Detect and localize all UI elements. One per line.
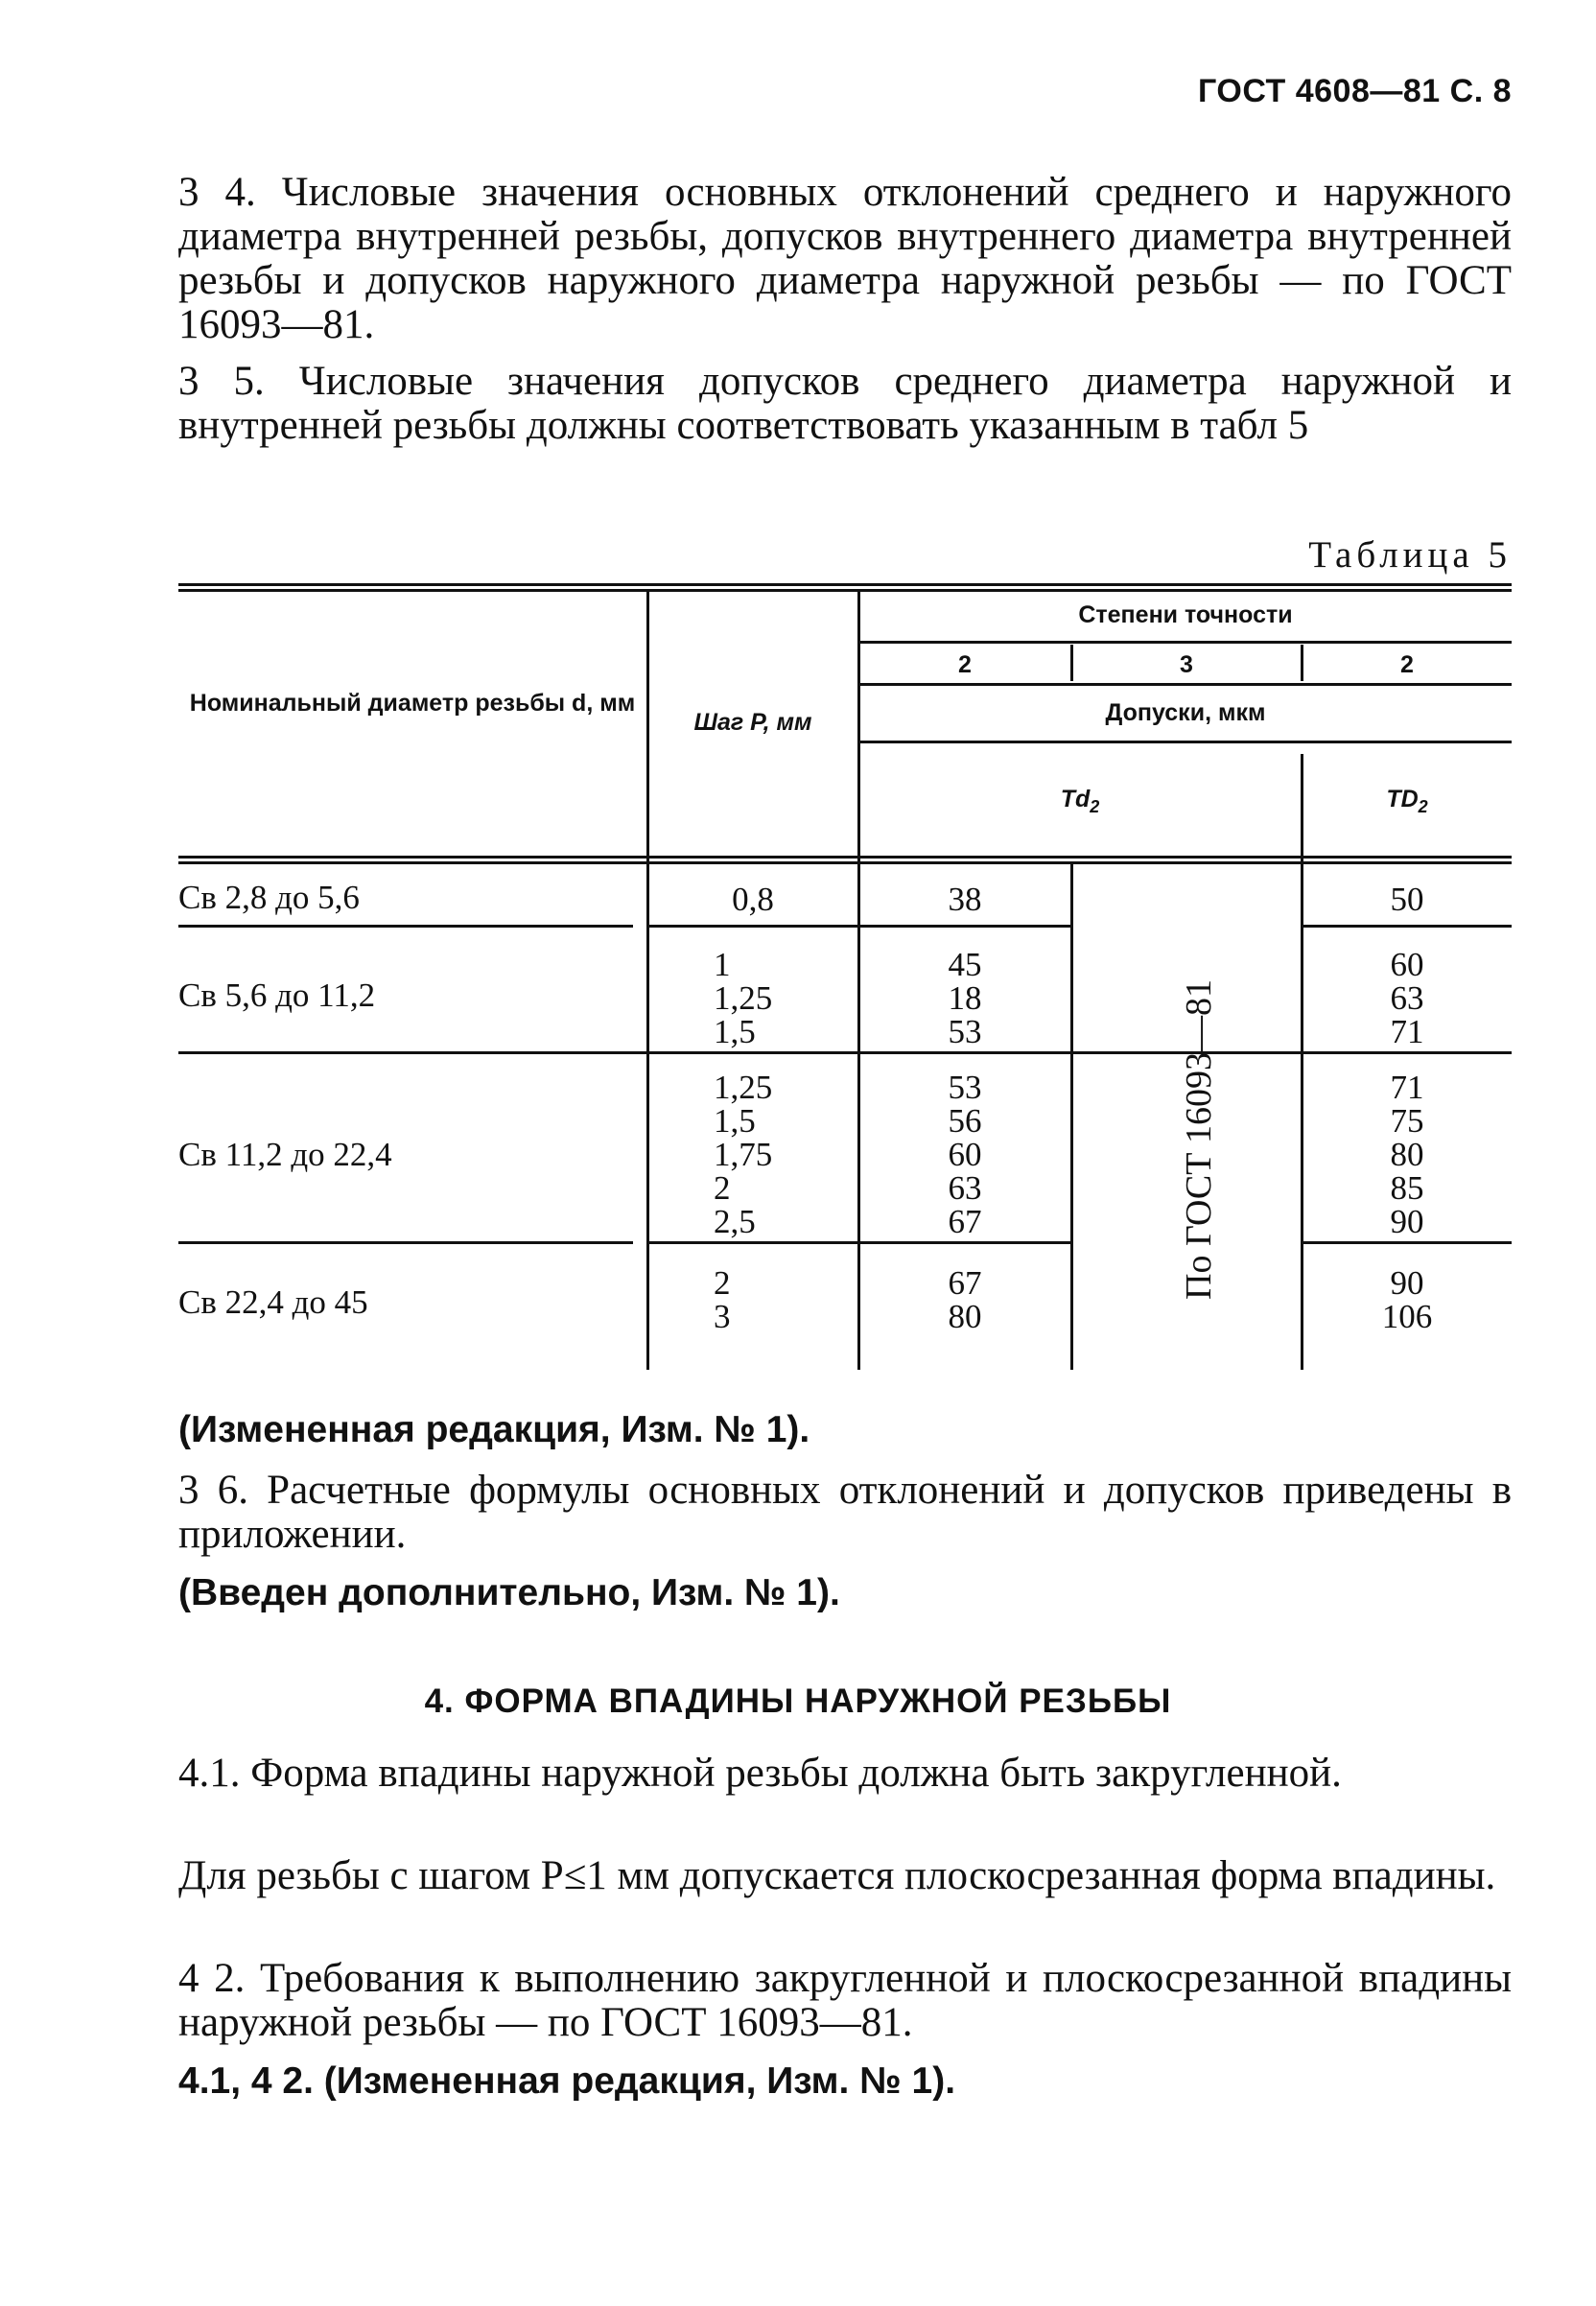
note-changed-edition-2: 4.1, 4 2. (Измененная редакция, Изм. № 1). <box>178 2060 956 2102</box>
row-1-tD2: 50 <box>1390 881 1424 918</box>
page-header: ГОСТ 4608—81 С. 8 <box>1198 73 1512 109</box>
row-4-tD2: 90 106 <box>1381 1264 1433 1335</box>
vertical-gost-reference: По ГОСТ 16093—81 <box>1179 979 1219 1300</box>
paragraph-3-6: 3 6. Расчетные формулы основных отклонений и допусков приведены в приложении. <box>178 1468 1512 1557</box>
header-tolerances: Допуски, мкм <box>1105 699 1266 726</box>
header-degrees: Степени точности <box>1078 601 1293 628</box>
header-pitch: Шаг P, мм <box>693 709 812 736</box>
row-3-tD2: 71 75 80 85 90 <box>1390 1069 1424 1240</box>
row-2-tD2: 60 63 71 <box>1390 946 1424 1050</box>
header-diameter: Номинальный диаметр резьбы d, мм <box>189 690 636 717</box>
header-degree-3: 3 <box>1180 651 1193 678</box>
tolerance-table <box>178 583 1512 1370</box>
paragraph-3-4: 3 4. Числовые значения основных отклонений среднего и наружного диаметра внутренней резьбы, допусков внутреннего диаметра внутренней резьбы и допусков наружного диаметра наружной резьбы — по ГОСТ 16093—81. <box>178 170 1512 347</box>
header-td2: $Td_2$ <box>1060 786 1100 816</box>
row-2-pitch: 1 1,25 1,5 <box>714 946 773 1050</box>
row-2-td2: 45 18 53 <box>948 946 982 1050</box>
row-2-range: Св 5,6 до 11,2 <box>178 977 376 1014</box>
header-degree-2a: 2 <box>958 651 972 678</box>
row-3-pitch: 1,25 1,5 1,75 2 2,5 <box>714 1069 773 1240</box>
paragraph-3-5: 3 5. Числовые значения допусков среднего диаметра наружной и внутренней резьбы должны соответствовать указанным в табл 5 <box>178 359 1512 448</box>
header-degree-2b: 2 <box>1400 651 1414 678</box>
note-introduced: (Введен дополнительно, Изм. № 1). <box>178 1572 840 1613</box>
row-1-td2: 38 <box>948 881 982 918</box>
paragraph-4-1b: Для резьбы с шагом P≤1 мм допускается плоскосрезанная форма впадины. <box>178 1853 1496 1898</box>
row-4-pitch: 2 3 <box>714 1264 731 1335</box>
row-3-td2: 53 56 60 63 67 <box>948 1069 982 1240</box>
note-changed-edition-1: (Измененная редакция, Изм. № 1). <box>178 1409 810 1450</box>
paragraph-4-1: 4.1. Форма впадины наружной резьбы должна быть закругленной. <box>178 1751 1342 1796</box>
row-4-range: Св 22,4 до 45 <box>178 1283 368 1321</box>
header-tD2: $TD_2$ <box>1386 786 1428 816</box>
table-caption: Таблица 5 <box>1308 534 1512 576</box>
row-3-range: Св 11,2 до 22,4 <box>178 1136 392 1173</box>
row-1-range: Св 2,8 до 5,6 <box>178 879 360 916</box>
section-4-title: 4. ФОРМА ВПАДИНЫ НАРУЖНОЙ РЕЗЬБЫ <box>424 1682 1172 1720</box>
row-1-pitch: 0,8 <box>732 881 774 918</box>
paragraph-4-2: 4 2. Требования к выполнению закругленной и плоскосрезанной впадины наружной резьбы — по ГОСТ 16093—81. <box>178 1956 1512 2045</box>
row-4-td2: 67 80 <box>948 1264 982 1335</box>
